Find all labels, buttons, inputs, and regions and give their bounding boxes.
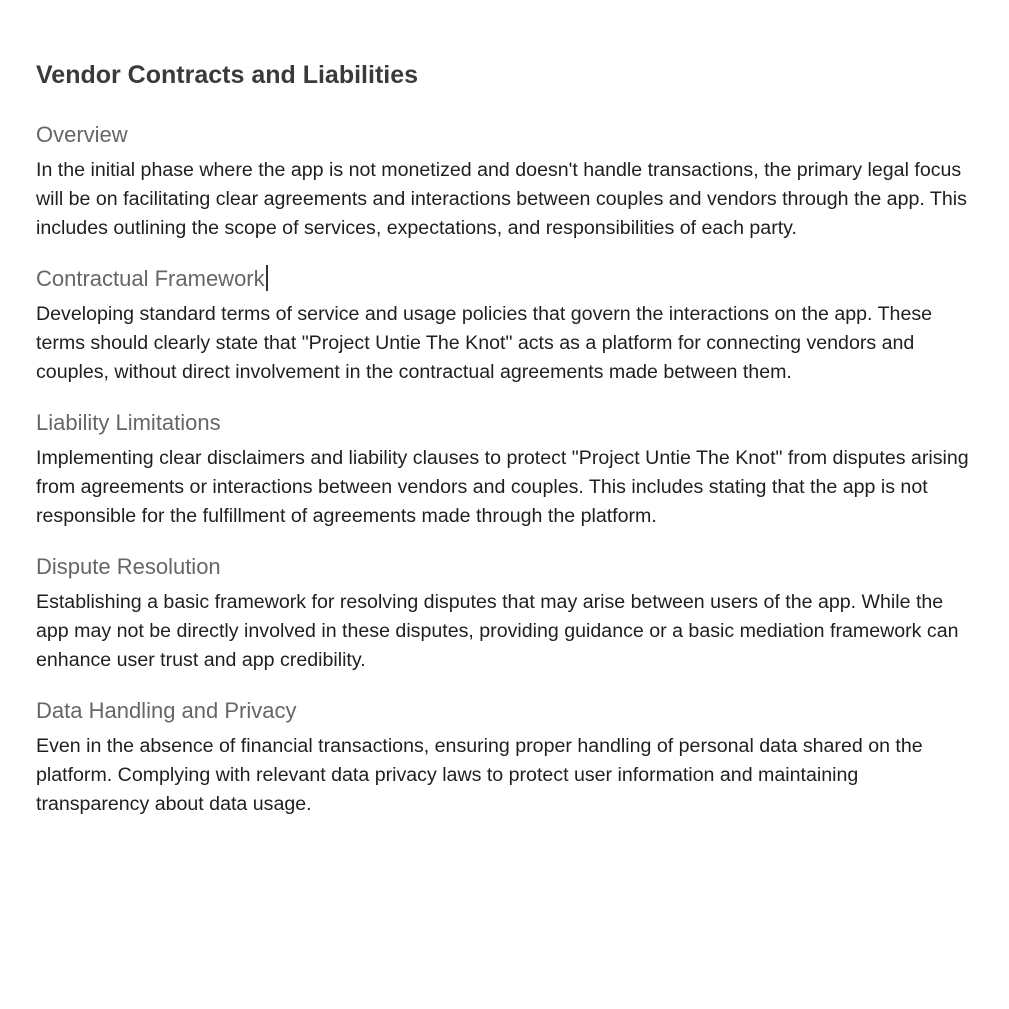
- section-body[interactable]: In the initial phase where the app is not monetized and doesn't handle transactions, the primary legal focus will be on facilitating clear agreements and interactions between couples and vendors through the app. This includes outlining the scope of services, expectations, and responsibilities of each party.: [36, 159, 967, 239]
- section-body[interactable]: Developing standard terms of service and usage policies that govern the interactions on the app. These terms should clearly state that "Project Untie The Knot" acts as a platform for connecting vendors and couples, without direct involvement in the contractual agreements made between them.: [36, 303, 933, 383]
- section-heading[interactable]: Data Handling and Privacy: [36, 698, 297, 723]
- section-heading-text[interactable]: Contractual Framework: [36, 266, 265, 291]
- section-body[interactable]: Implementing clear disclaimers and liability clauses to protect "Project Untie The Knot" from disputes arising from agreements or interactions between vendors and couples. This includes stating that the app is not responsible for the fulfillment of agreements made through the platform.: [36, 447, 969, 527]
- section-heading[interactable]: Overview: [36, 122, 128, 147]
- section-liability-limitations: [36, 408, 973, 531]
- section-data-handling-privacy: [36, 696, 973, 819]
- text-cursor: [266, 265, 268, 291]
- section-overview: [36, 120, 973, 243]
- document-title[interactable]: Vendor Contracts and Liabilities: [36, 61, 419, 89]
- section-body[interactable]: Even in the absence of financial transactions, ensuring proper handling of personal data shared on the platform. Complying with relevant data privacy laws to protect user information and maintaining transparency about data usage.: [36, 735, 923, 815]
- section-heading[interactable]: Liability Limitations: [36, 410, 221, 435]
- section-body[interactable]: Establishing a basic framework for resolving disputes that may arise between users of the app. While the app may not be directly involved in these disputes, providing guidance or a basic mediation framework can enhance user trust and app credibility.: [36, 591, 959, 671]
- section-heading-with-caret[interactable]: [36, 264, 973, 294]
- section-dispute-resolution: [36, 552, 973, 675]
- section-heading[interactable]: Dispute Resolution: [36, 554, 221, 579]
- section-contractual-framework: [36, 264, 973, 387]
